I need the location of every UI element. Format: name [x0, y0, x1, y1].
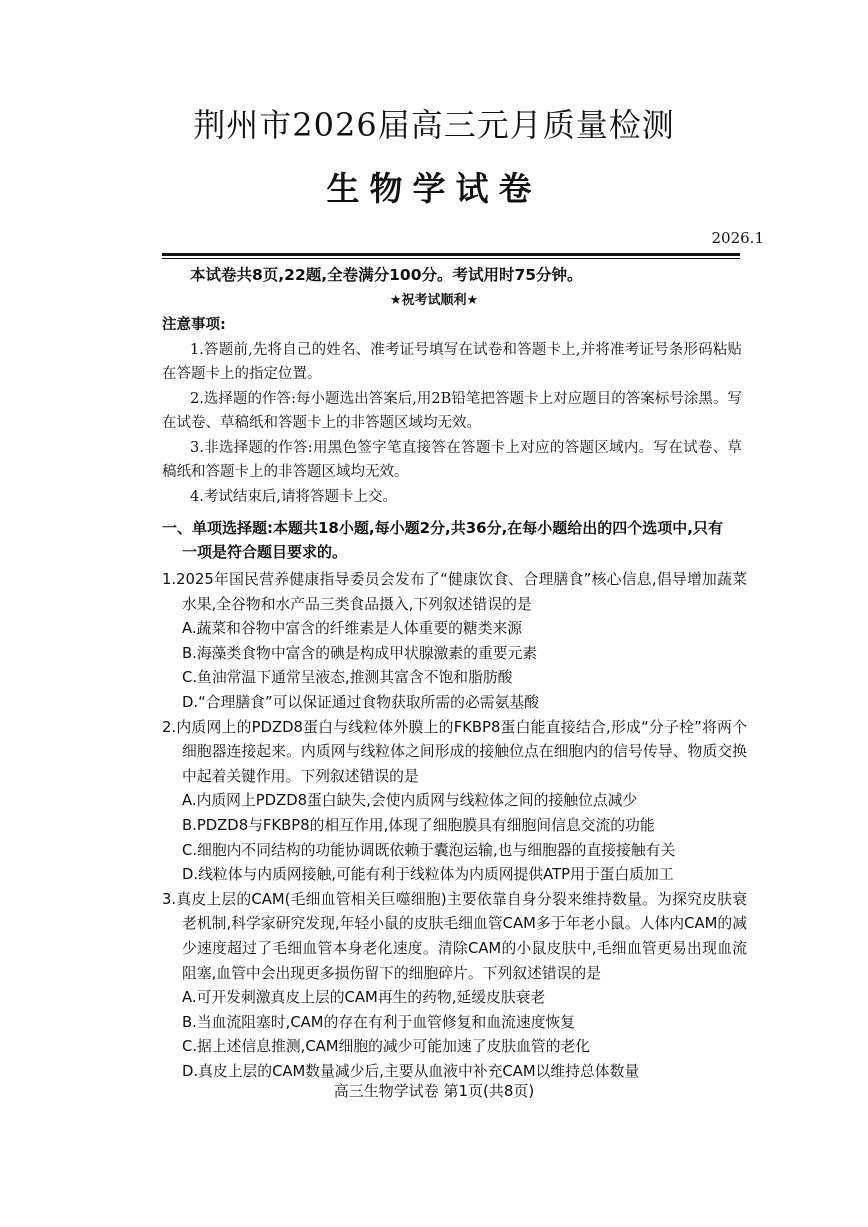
exam-title: 荆州市2026届高三元月质量检测 — [193, 106, 675, 144]
question-list — [162, 568, 747, 1084]
section-heading — [162, 516, 747, 564]
header-rule-thick — [162, 253, 740, 256]
question-2 — [162, 716, 747, 888]
note-item: 4.考试结束后,请将答题卡上交。 — [190, 488, 397, 505]
option-b: B.当血流阻塞时,CAM的存在有利于血管修复和血流速度恢复 — [182, 1013, 576, 1031]
note-item: 2.选择题的作答:每小题选出答案后,用2B铅笔把答题卡上对应题目的答案标号涂黑。写在试卷、草稿纸和答题卡上的非答题区域均无效。 — [162, 390, 742, 431]
section-heading-line2: 一项是符合题目要求的。 — [182, 543, 348, 561]
exam-info — [162, 262, 762, 288]
option-d: D.真皮上层的CAM数量减少后,主要从血液中补充CAM以维持总体数量 — [182, 1062, 640, 1080]
note-item: 1.答题前,先将自己的姓名、准考证号填写在试卷和答题卡上,并将准考证号条形码粘贴在答题卡上的指定位置。 — [162, 341, 742, 382]
option-d: D.线粒体与内质网接触,可能有利于线粒体为内质网提供ATP用于蛋白质加工 — [182, 866, 674, 884]
question-1 — [162, 568, 747, 716]
page-footer: 高三生物学试卷 第1页(共8页) — [333, 1082, 535, 1100]
notes-block — [162, 313, 742, 509]
question-3 — [162, 888, 747, 1085]
option-c: C.据上述信息推测,CAM细胞的减少可能加速了皮肤血管的老化 — [182, 1038, 591, 1056]
question-stem: 1.2025年国民营养健康指导委员会发布了“健康饮食、合理膳食”核心信息,倡导增加蔬菜水果,全谷物和水产品三类食品摄入,下列叙述错误的是 — [162, 571, 747, 613]
question-stem: 2.内质网上的PDZD8蛋白与线粒体外膜上的FKBP8蛋白能直接结合,形成“分子栓”将两个细胞器连接起来。内质网与线粒体之间形成的接触位点在细胞内的信号传导、物质交换中起着关键作用。下列叙述错误的是 — [162, 718, 747, 785]
exam-subject-title: 生物学试卷 — [326, 169, 542, 208]
option-a: A.可开发刺激真皮上层的CAM再生的药物,延缓皮肤衰老 — [182, 989, 546, 1007]
notes-heading: 注意事项: — [162, 317, 226, 333]
option-d: D.“合理膳食”可以保证通过食物获取所需的必需氨基酸 — [182, 693, 539, 711]
exam-date: 2026.1 — [711, 229, 764, 247]
section-heading-line1: 一、单项选择题:本题共18小题,每小题2分,共36分,在每小题给出的四个选项中,只有 — [162, 519, 723, 537]
option-a: A.内质网上PDZD8蛋白缺失,会使内质网与线粒体之间的接触位点减少 — [182, 792, 638, 810]
option-b: B.PDZD8与FKBP8的相互作用,体现了细胞膜具有细胞间信息交流的功能 — [182, 816, 655, 834]
option-c: C.鱼油常温下通常呈液态,推测其富含不饱和脂肪酸 — [182, 669, 513, 687]
question-stem: 3.真皮上层的CAM(毛细血管相关巨噬细胞)主要依靠自身分裂来维持数量。为探究皮肤衰老机制,科学家研究发现,年轻小鼠的皮肤毛细血管CAM多于年老小鼠。人体内CAM的减少速度超过了毛细血管本身老化速度。清除CAM的小鼠皮肤中,毛细血管更易出现血流阻塞,血管中会出现更多损伤留下的细胞碎片。下列叙述错误的是 — [162, 890, 747, 982]
note-item: 3.非选择题的作答:用黑色签字笔直接答在答题卡上对应的答题区域内。写在试卷、草稿纸和答题卡上的非答题区域均无效。 — [162, 439, 742, 480]
header-rule-thin — [162, 258, 740, 259]
good-luck-line: ★祝考试顺利★ — [389, 293, 479, 308]
option-c: C.细胞内不同结构的功能协调既依赖于囊泡运输,也与细胞器的直接接触有关 — [182, 841, 676, 859]
option-b: B.海藻类食物中富含的碘是构成甲状腺激素的重要元素 — [182, 644, 538, 662]
exam-summary: 本试卷共8页,22题,全卷满分100分。考试用时75分钟。 — [190, 266, 583, 284]
option-a: A.蔬菜和谷物中富含的纤维素是人体重要的糖类来源 — [182, 620, 523, 638]
